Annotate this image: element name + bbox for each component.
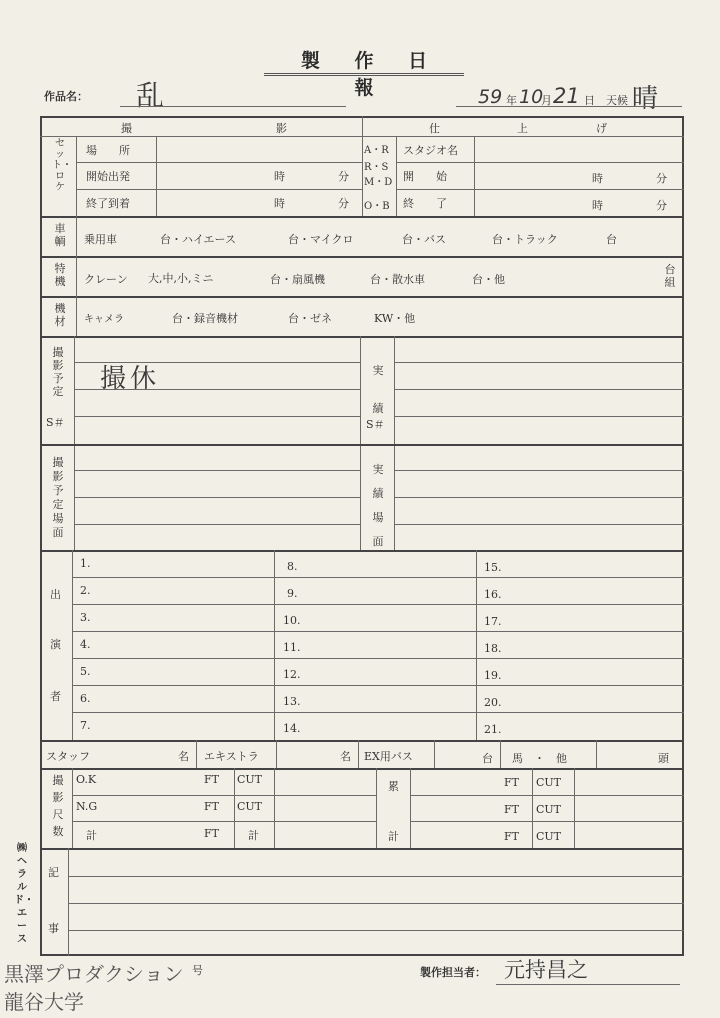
- rule: [76, 189, 362, 190]
- cut-unit: CUT: [536, 776, 562, 789]
- shoot-header-2: 影: [276, 122, 287, 135]
- manager-value: 元持昌之: [504, 958, 588, 982]
- rule: [394, 497, 684, 498]
- special-item: 大,中,小,ミニ: [148, 272, 214, 285]
- rule: [76, 216, 77, 336]
- ft-unit: FT: [204, 773, 219, 786]
- date-month: 10: [519, 86, 544, 108]
- cast-number: 14.: [283, 722, 301, 735]
- cumulative-label: 累: [388, 780, 399, 793]
- rule: [394, 416, 684, 417]
- rule: [72, 712, 684, 713]
- cast-number: 18.: [484, 642, 502, 655]
- work-title-underline: [120, 106, 346, 107]
- set-location-label: セット・ロケ: [52, 138, 72, 193]
- ft-unit: FT: [204, 827, 219, 840]
- rule: [74, 336, 75, 550]
- equipment-item: KW・他: [374, 312, 416, 325]
- rule: [274, 768, 275, 848]
- actual-scene-number-label: S＃: [366, 418, 385, 431]
- cast-label: 者: [50, 690, 61, 703]
- work-title-label: 作品名：: [44, 90, 88, 103]
- ob-label: O・B: [364, 201, 390, 212]
- weather-value: 晴: [632, 84, 659, 114]
- cut-total-label: 計: [248, 829, 259, 842]
- cast-number: 5.: [80, 665, 91, 678]
- rule: [74, 524, 360, 525]
- ft-unit: FT: [204, 800, 219, 813]
- watermark-line: 龍谷大学: [4, 990, 84, 1014]
- horse-other-label: 馬 ・ 他: [512, 752, 567, 765]
- company-name: ㈱ヘラルド・エース: [14, 843, 34, 945]
- rule: [68, 903, 684, 904]
- report-frame: [40, 116, 684, 956]
- rule: [376, 768, 377, 848]
- vehicle-item: 台・マイクロ: [288, 233, 354, 246]
- rule: [68, 930, 684, 931]
- rule: [72, 631, 684, 632]
- cast-label: 出: [50, 588, 61, 601]
- rule: [72, 768, 73, 848]
- special-item: 台・散水車: [370, 273, 425, 286]
- extras-label: エキストラ: [204, 750, 259, 763]
- equipment-item: キャメラ: [84, 314, 124, 325]
- equipment-item: 台・録音機材: [172, 312, 238, 325]
- rule: [40, 444, 684, 446]
- date-underline: [456, 106, 682, 107]
- year-unit: 年: [506, 94, 517, 107]
- cut-unit: CUT: [237, 800, 263, 813]
- cast-number: 11.: [283, 641, 301, 654]
- hour-unit: 時: [592, 172, 603, 185]
- month-unit: 月: [541, 94, 552, 107]
- hour-unit: 時: [274, 197, 285, 210]
- special-item: クレーン: [84, 273, 128, 286]
- notes-label: 事: [48, 922, 59, 935]
- rule: [74, 416, 360, 417]
- staff-count-unit: 名: [178, 750, 189, 763]
- rule: [394, 524, 684, 525]
- rule: [40, 296, 684, 298]
- schedule-label: 撮影予定: [52, 346, 64, 398]
- ft-unit: FT: [504, 776, 519, 789]
- rule: [474, 136, 475, 216]
- cast-number: 16.: [484, 588, 502, 601]
- rule: [40, 848, 684, 850]
- rule: [276, 740, 277, 768]
- special-end-label: 台組: [664, 263, 676, 289]
- start-depart-label: 開始出発: [86, 170, 130, 183]
- rule: [40, 336, 684, 338]
- schedule-scene-number-label: S＃: [46, 416, 65, 429]
- rule: [72, 685, 684, 686]
- cut-unit: CUT: [536, 830, 562, 843]
- finish-header-3: げ: [596, 122, 607, 135]
- finish-header-2: 上: [517, 122, 528, 135]
- work-title-value: 乱: [136, 79, 165, 112]
- minute-unit: 分: [338, 170, 349, 183]
- cast-number: 13.: [283, 695, 301, 708]
- rule: [394, 362, 684, 363]
- finish-header-1: 仕: [429, 122, 440, 135]
- ft-unit: FT: [504, 830, 519, 843]
- rule: [40, 216, 684, 218]
- ft-unit: FT: [504, 803, 519, 816]
- rule: [574, 768, 575, 848]
- cut-unit: CUT: [237, 773, 263, 786]
- rule: [40, 740, 684, 742]
- cast-number: 12.: [283, 668, 301, 681]
- minute-unit: 分: [656, 199, 667, 212]
- vehicle-item: 台・トラック: [492, 233, 558, 246]
- cast-number: 20.: [484, 696, 502, 709]
- studio-label: スタジオ名: [403, 144, 458, 157]
- cast-number: 8.: [287, 560, 298, 573]
- ex-bus-label: EX用バス: [364, 750, 413, 763]
- shoot-header-1: 撮: [121, 122, 132, 135]
- rule: [394, 470, 684, 471]
- rule: [40, 768, 684, 770]
- special-equipment-label: 特機: [54, 262, 66, 288]
- cast-number: 17.: [484, 615, 502, 628]
- bus-count-unit: 台: [482, 752, 493, 765]
- rule: [362, 116, 363, 216]
- footage-label: 撮影尺数: [52, 774, 64, 838]
- end-label: 終 了: [403, 197, 447, 210]
- date-year: 59: [478, 86, 503, 108]
- rule: [68, 848, 69, 956]
- cast-number: 21.: [484, 723, 502, 736]
- cast-number: 2.: [80, 584, 91, 597]
- page-number-unit: 号: [192, 964, 203, 977]
- end-arrive-label: 終了到着: [86, 197, 130, 210]
- rule: [234, 768, 235, 848]
- notes-label: 記: [48, 866, 59, 879]
- cast-number: 19.: [484, 669, 502, 682]
- rule: [68, 876, 684, 877]
- rule: [358, 740, 359, 768]
- manager-label: 製作担当者：: [420, 966, 486, 979]
- scheduled-scenes-label: 撮影予定場面: [52, 456, 64, 539]
- cast-number: 9.: [287, 587, 298, 600]
- cumulative-label: 計: [388, 830, 399, 843]
- cast-label: 演: [50, 638, 61, 651]
- cut-unit: CUT: [536, 803, 562, 816]
- ar-label: A・R: [364, 145, 389, 156]
- manager-underline: [496, 984, 680, 985]
- rule: [40, 256, 684, 258]
- rule: [74, 497, 360, 498]
- special-item: 台・扇風機: [270, 273, 325, 286]
- equipment-item: 台・ゼネ: [288, 312, 332, 325]
- rule: [72, 604, 684, 605]
- cast-number: 3.: [80, 611, 91, 624]
- ok-label: O.K: [76, 773, 97, 786]
- rule: [396, 136, 397, 216]
- schedule-value: 撮休: [100, 364, 161, 394]
- minute-unit: 分: [656, 172, 667, 185]
- special-item: 台・他: [472, 273, 505, 286]
- rule: [196, 740, 197, 768]
- hour-unit: 時: [592, 199, 603, 212]
- vehicle-item: 台: [606, 233, 617, 246]
- rule: [410, 768, 411, 848]
- rule: [76, 162, 362, 163]
- cast-number: 7.: [80, 719, 91, 732]
- total-label: 計: [86, 829, 97, 842]
- vehicle-item: 台・ハイエース: [160, 233, 237, 246]
- vehicle-item: 乗用車: [84, 233, 117, 246]
- rule: [396, 162, 684, 163]
- rule: [394, 389, 684, 390]
- vehicles-label: 車輌: [54, 222, 66, 248]
- watermark-line: 黒澤プロダクション: [4, 962, 184, 986]
- rs-md-label: R・S M・D: [364, 162, 393, 188]
- equipment-label: 機材: [54, 302, 66, 328]
- cast-number: 6.: [80, 692, 91, 705]
- cast-number: 4.: [80, 638, 91, 651]
- rule: [360, 336, 361, 550]
- hour-unit: 時: [274, 170, 285, 183]
- rule: [410, 821, 684, 822]
- day-unit: 日: [584, 94, 595, 107]
- cast-number: 1.: [80, 557, 91, 570]
- ng-label: N.G: [76, 800, 98, 813]
- rule: [596, 740, 597, 768]
- staff-label: スタッフ: [46, 750, 90, 763]
- rule: [396, 189, 684, 190]
- place-label: 場 所: [86, 144, 130, 157]
- rule: [156, 136, 157, 216]
- rule: [72, 658, 684, 659]
- rule: [72, 795, 376, 796]
- rule: [72, 577, 684, 578]
- rule: [40, 550, 684, 552]
- rule: [410, 795, 684, 796]
- cast-number: 10.: [283, 614, 301, 627]
- rule: [434, 740, 435, 768]
- rule: [76, 136, 77, 216]
- horse-count-unit: 頭: [658, 752, 669, 765]
- rule: [500, 740, 501, 768]
- cast-number: 15.: [484, 561, 502, 574]
- rule: [74, 470, 360, 471]
- actual-scenes-label: 実績場面: [372, 463, 384, 548]
- vehicle-item: 台・バス: [402, 233, 446, 246]
- rule: [72, 821, 376, 822]
- minute-unit: 分: [338, 197, 349, 210]
- rule: [394, 336, 395, 550]
- rule: [532, 768, 533, 848]
- weather-label: 天候: [606, 94, 628, 107]
- actual-label: 実績: [372, 364, 384, 415]
- extras-count-unit: 名: [340, 750, 351, 763]
- start-label: 開 始: [403, 170, 447, 183]
- page-title: 製 作 日 報: [264, 46, 464, 76]
- date-day: 21: [553, 84, 580, 108]
